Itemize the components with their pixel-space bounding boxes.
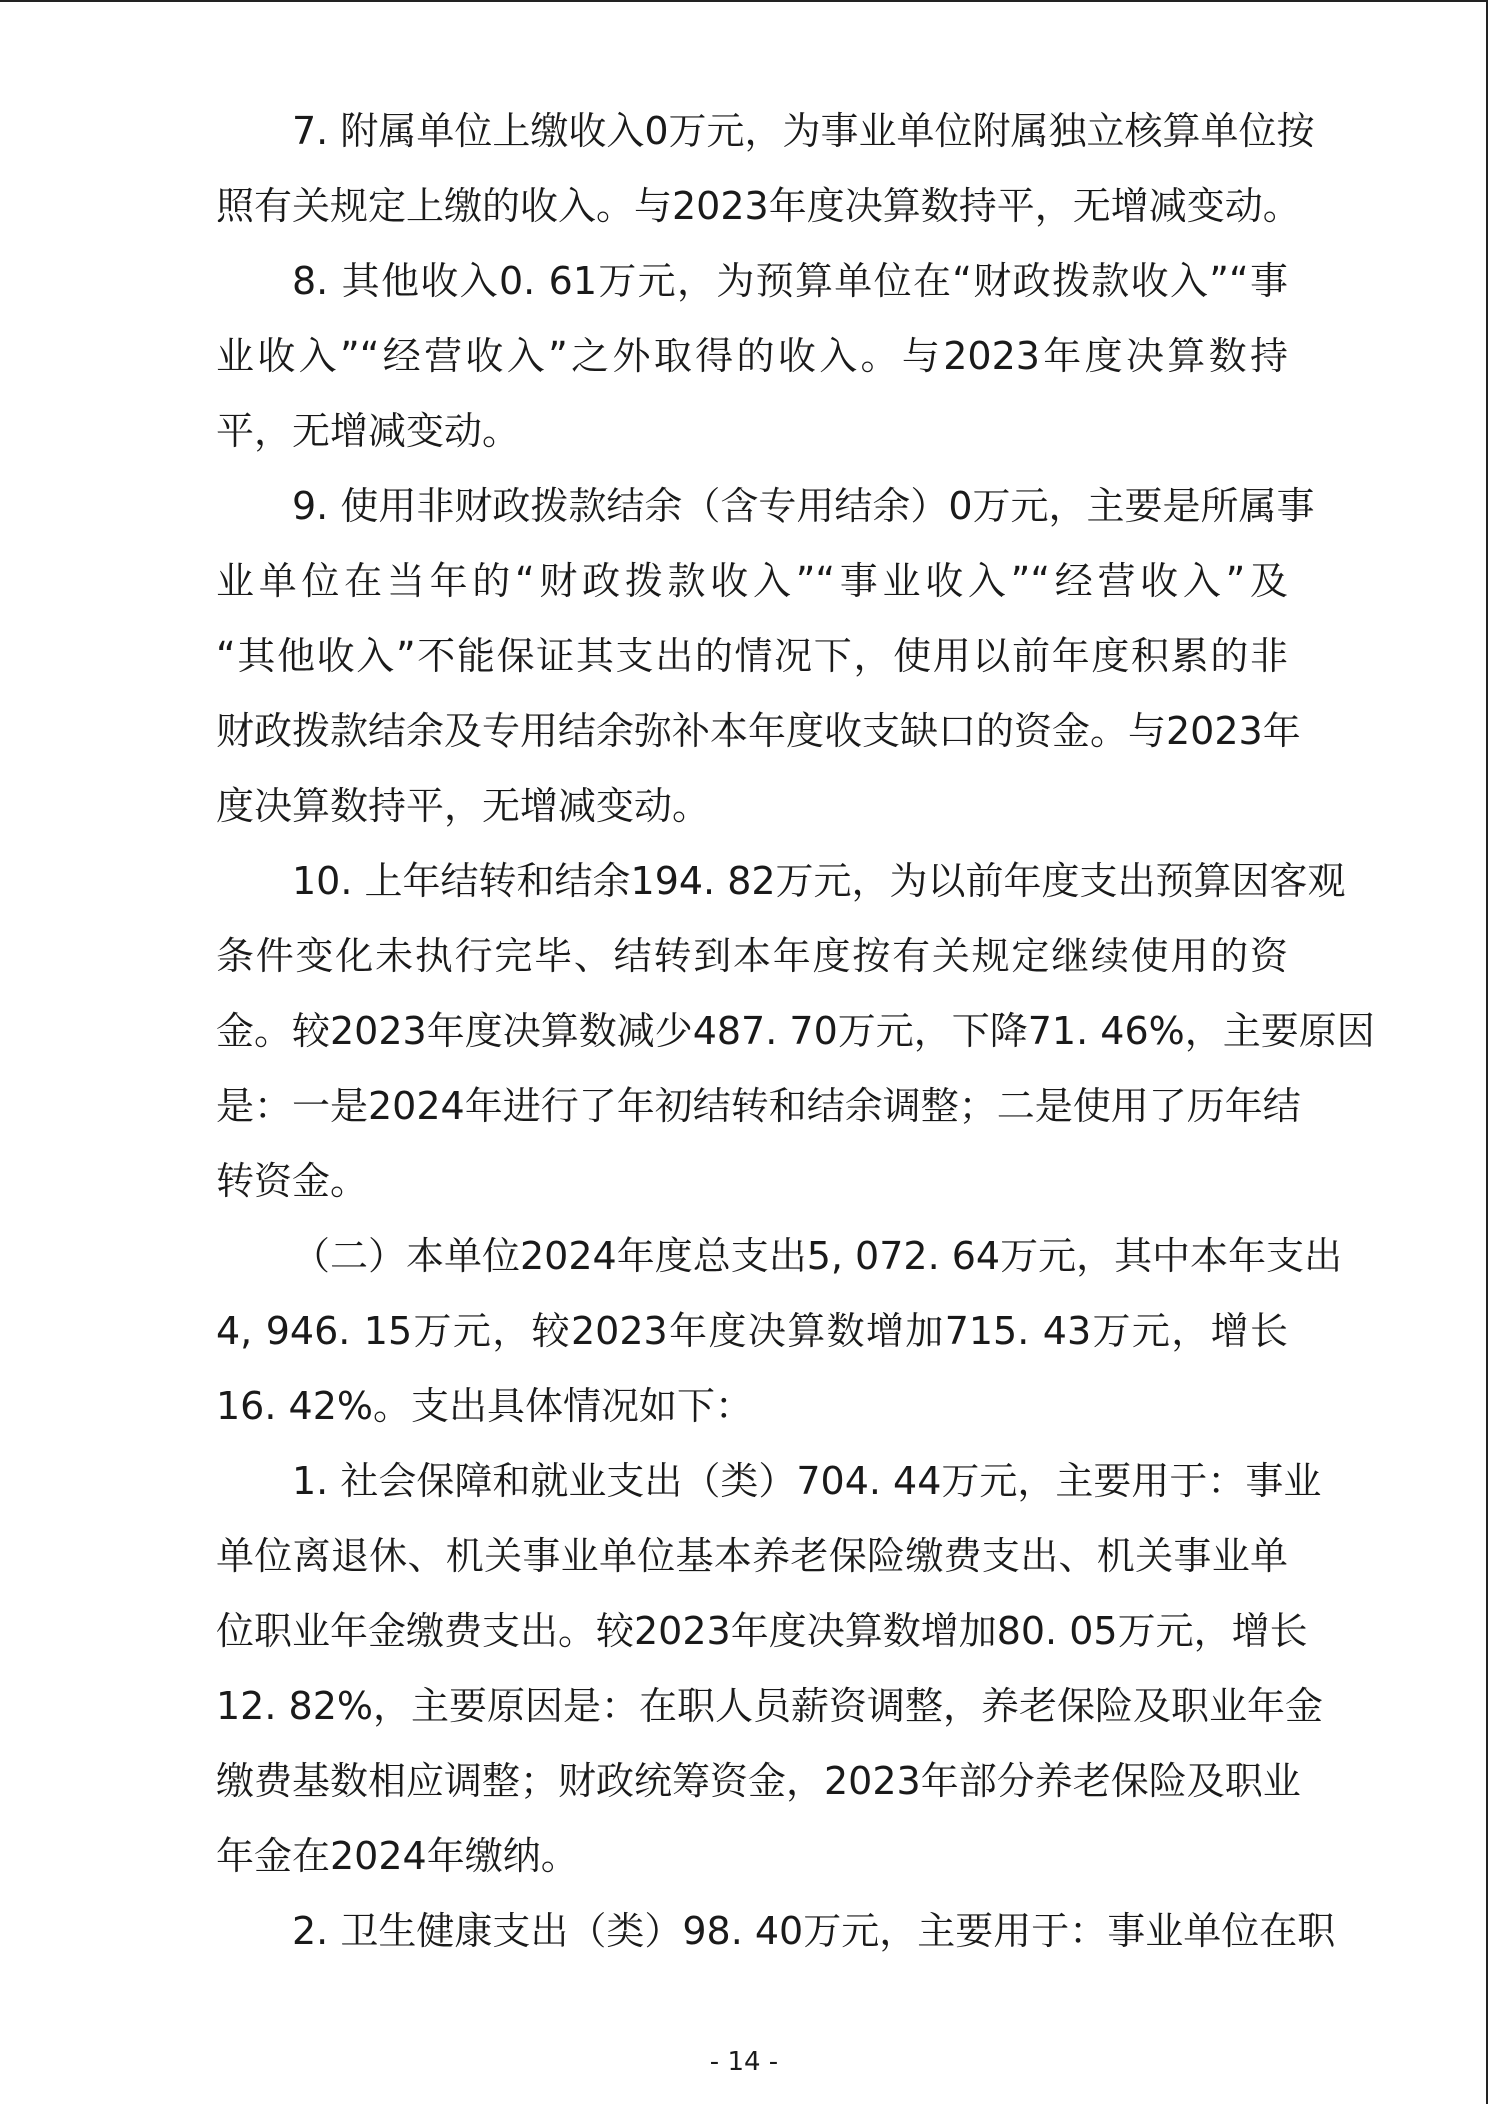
text-line: 平，无增减变动。 [216,409,521,453]
text-line: 2. 卫生健康支出（类）98. 40万元，主要用于：事业单位在职 [292,1909,1336,1953]
text-line: 9. 使用非财政拨款结余（含专用结余）0万元，主要是所属事 [292,484,1315,528]
text-line: 度决算数持平，无增减变动。 [216,784,711,828]
text-line: 1. 社会保障和就业支出（类）704. 44万元，主要用于：事业 [292,1459,1322,1503]
text-line: 年金在2024年缴纳。 [216,1834,579,1878]
text-line: 位职业年金缴费支出。较2023年度决算数增加80. 05万元，增长 [216,1609,1308,1653]
text-line: “其他收入”不能保证其支出的情况下，使用以前年度积累的非 [216,634,1288,678]
page-number: - 14 - [709,2047,779,2077]
text-line: 财政拨款结余及专用结余弥补本年度收支缺口的资金。与2023年 [216,709,1301,753]
text-line: 单位离退休、机关事业单位基本养老保险缴费支出、机关事业单 [216,1534,1288,1578]
text-line: 缴费基数相应调整；财政统筹资金，2023年部分养老保险及职业 [216,1759,1301,1803]
text-line: （二）本单位2024年度总支出5, 072. 64万元，其中本年支出 [292,1234,1343,1278]
text-line: 12. 82%，主要原因是：在职人员薪资调整，养老保险及职业年金 [216,1684,1323,1728]
text-line: 4, 946. 15万元，较2023年度决算数增加715. 43万元，增长 [216,1309,1288,1353]
text-line: 业收入”“经营收入”之外取得的收入。与2023年度决算数持 [216,334,1288,378]
text-line: 条件变化未执行完毕、结转到本年度按有关规定继续使用的资 [216,934,1288,978]
text-line: 16. 42%。支出具体情况如下： [216,1384,753,1428]
text-line: 照有关规定上缴的收入。与2023年度决算数持平，无增减变动。 [216,184,1301,228]
text-line: 7. 附属单位上缴收入0万元，为事业单位附属独立核算单位按 [292,109,1315,153]
text-line: 业单位在当年的“财政拨款收入”“事业收入”“经营收入”及 [216,559,1288,603]
text-line: 是：一是2024年进行了年初结转和结余调整；二是使用了历年结 [216,1084,1301,1128]
text-line: 转资金。 [216,1159,369,1203]
top-border-line [0,0,1488,2]
text-line: 金。较2023年度决算数减少487. 70万元，下降71. 46%，主要原因 [216,1009,1375,1053]
text-line: 8. 其他收入0. 61万元，为预算单位在“财政拨款收入”“事 [292,259,1288,303]
text-line: 10. 上年结转和结余194. 82万元，为以前年度支出预算因客观 [292,859,1346,903]
document-body [216,94,1375,1969]
